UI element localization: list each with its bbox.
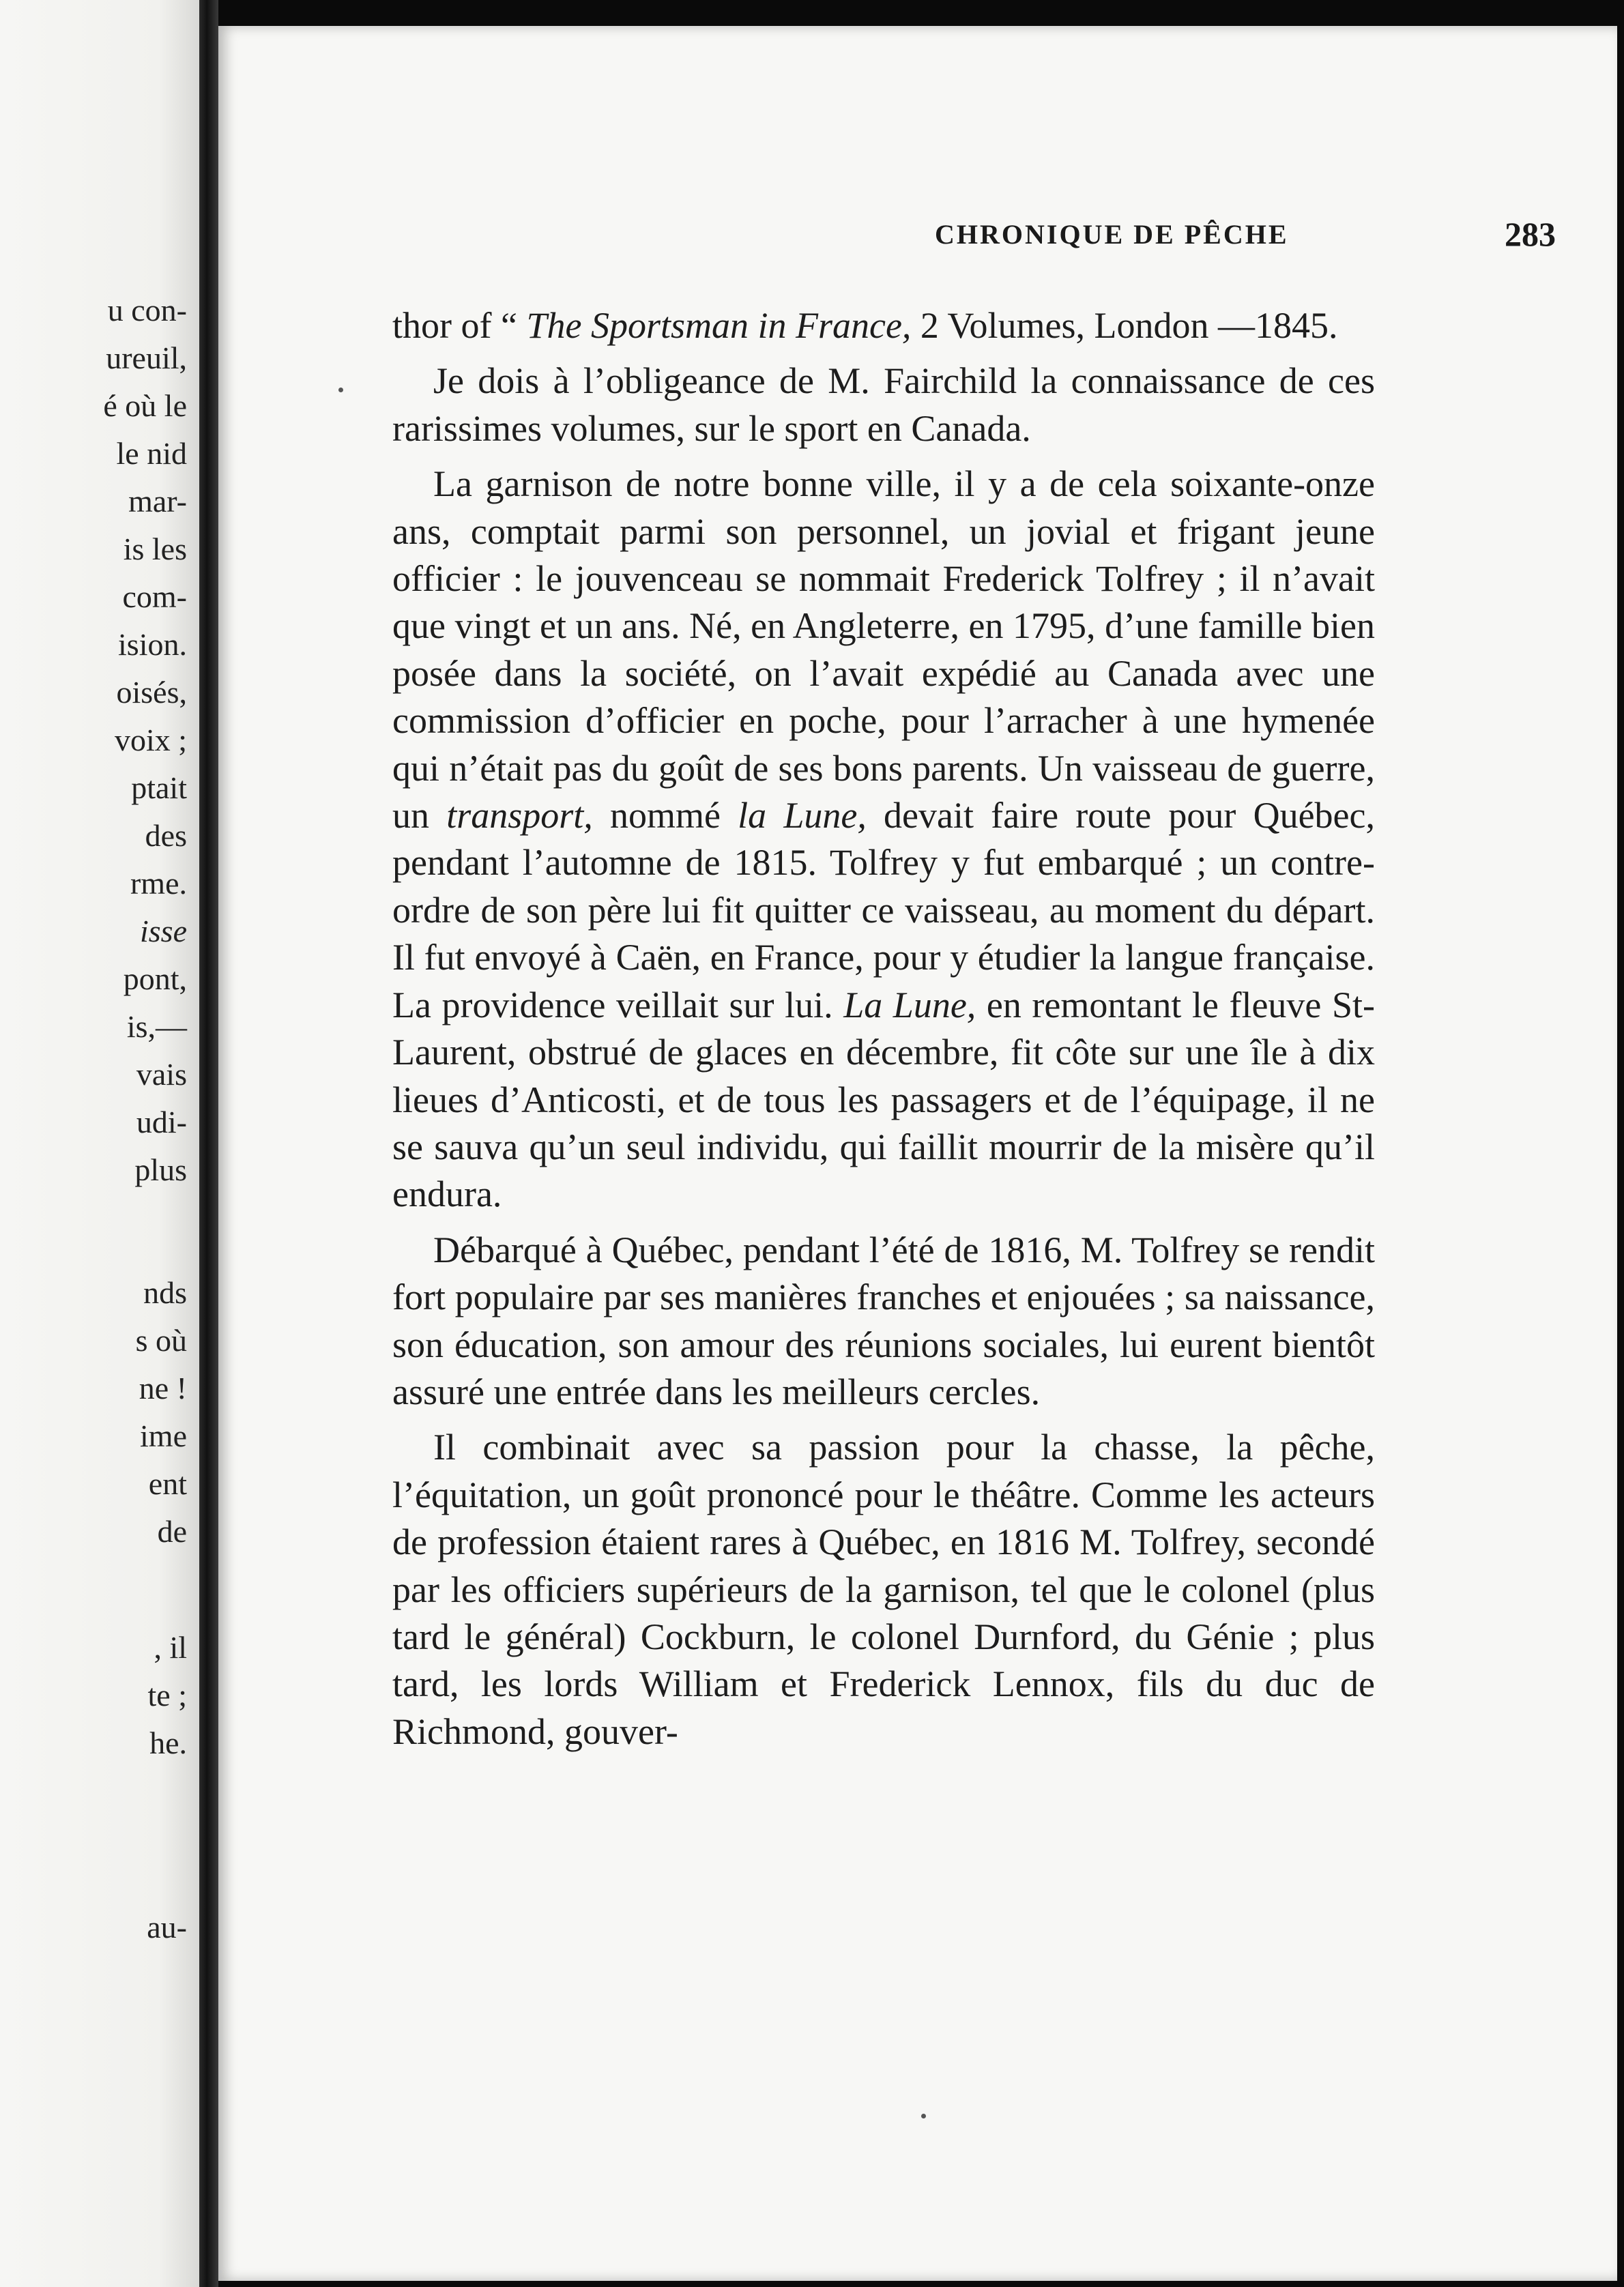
body-text xyxy=(392,302,1375,1764)
left-facing-page xyxy=(0,0,199,2287)
left-page-line: de xyxy=(157,1514,187,1549)
book-gutter xyxy=(199,0,218,2287)
page-header xyxy=(710,215,1583,266)
paragraph: thor of “ The Sportsman in France, 2 Volumes, London —1845. xyxy=(392,305,1338,346)
left-page-line: ne ! xyxy=(139,1371,187,1405)
left-page-line: mar- xyxy=(128,484,187,519)
paragraph: Je dois à l’obligeance de M. Fairchild la connaissance de ces rarissimes volumes, sur le sport en Canada. xyxy=(392,360,1375,449)
ship-name: La Lune, xyxy=(843,984,976,1025)
book-title: The Sportsman in France, xyxy=(526,305,912,346)
running-title: CHRONIQUE DE PÊCHE xyxy=(935,219,1289,250)
print-speck xyxy=(338,388,343,392)
ship-name: la Lune, xyxy=(738,795,867,836)
left-page-line: é où le xyxy=(103,388,187,423)
left-page-line: ent xyxy=(148,1466,187,1501)
left-page-line: s où xyxy=(135,1323,187,1358)
left-page-line: oisés, xyxy=(116,675,187,710)
left-page-line: te ; xyxy=(147,1678,187,1713)
left-page-line: is les xyxy=(123,531,187,566)
left-page-line: voix ; xyxy=(114,723,187,757)
left-page-line: he. xyxy=(149,1725,187,1760)
left-page-line: is,— xyxy=(126,1009,187,1044)
left-page-line: ime xyxy=(140,1418,187,1453)
left-page-line: pont, xyxy=(123,961,187,996)
main-page xyxy=(218,26,1617,2281)
paragraph: Débarqué à Québec, pendant l’été de 1816, M. Tolfrey se rendit fort populaire par ses manières franches et enjouées ; sa naissance, son éducation, son amour des réunions sociales, lui eurent bientôt assuré une entrée dans les meilleurs cercles. xyxy=(392,1229,1375,1412)
italic-term: transport, xyxy=(446,795,593,836)
left-page-line: vais xyxy=(136,1057,187,1092)
left-page-line: des xyxy=(145,818,187,853)
page-number: 283 xyxy=(1505,215,1556,253)
left-page-line: nds xyxy=(143,1275,187,1310)
left-page-line: au- xyxy=(147,1910,187,1944)
left-page-line: isse xyxy=(140,914,187,948)
print-speck xyxy=(921,2114,926,2118)
left-page-line: plus xyxy=(134,1152,187,1187)
left-page-line: rme. xyxy=(130,866,187,901)
left-page-line: ureuil, xyxy=(106,340,187,375)
left-page-line: udi- xyxy=(136,1105,187,1139)
left-page-line: com- xyxy=(122,579,187,614)
left-page-line: le nid xyxy=(116,436,187,471)
paragraph: La garnison de notre bonne ville, il y a de cela soixante-onze ans, comptait parmi son personnel, un jovial et frigant jeune officier : le jouvenceau se nommait Frederick Tolfrey ; il n’avait que vingt et un ans. Né, en Angleterre, en 1795, d’une famille bien posée dans la société, on l’avait expédié au Canada avec une commission d’officier en poche, pour l’arracher à une hymenée qui n’était pas du goût de ses bons parents. Un vaisseau de guerre, un transport, nommé la Lune, devait faire route pour Québec, pendant l’automne de 1815. Tolfrey y fut embarqué ; un contre-ordre de son père lui fit quitter ce vaisseau, au moment du départ. Il fut envoyé à Caën, en France, pour y étudier la langue française. La providence veillait sur lui. La Lune, en remontant le fleuve St-Laurent, obstrué de glaces en décembre, fit côte sur une île à dix lieues d’Anticosti, et de tous les passagers et de l’équipage, il ne se sauva qu’un seul individu, qui faillit mourrir de la misère qu’il endura. xyxy=(392,463,1375,1215)
left-page-line: , il xyxy=(154,1630,187,1665)
left-page-line: ision. xyxy=(118,627,187,662)
paragraph: Il combinait avec sa passion pour la chasse, la pêche, l’équitation, un goût prononcé pour le théâtre. Comme les acteurs de profession étaient rares à Québec, en 1816 M. Tolfrey, secondé par les officiers supérieurs de la garnison, tel que le colonel (plus tard le général) Cockburn, le colonel Durnford, du Génie ; plus tard, les lords William et Frederick Lennox, fils du duc de Richmond, gouver- xyxy=(392,1427,1375,1752)
left-page-line: ptait xyxy=(131,770,187,805)
left-page-line: u con- xyxy=(107,293,187,327)
